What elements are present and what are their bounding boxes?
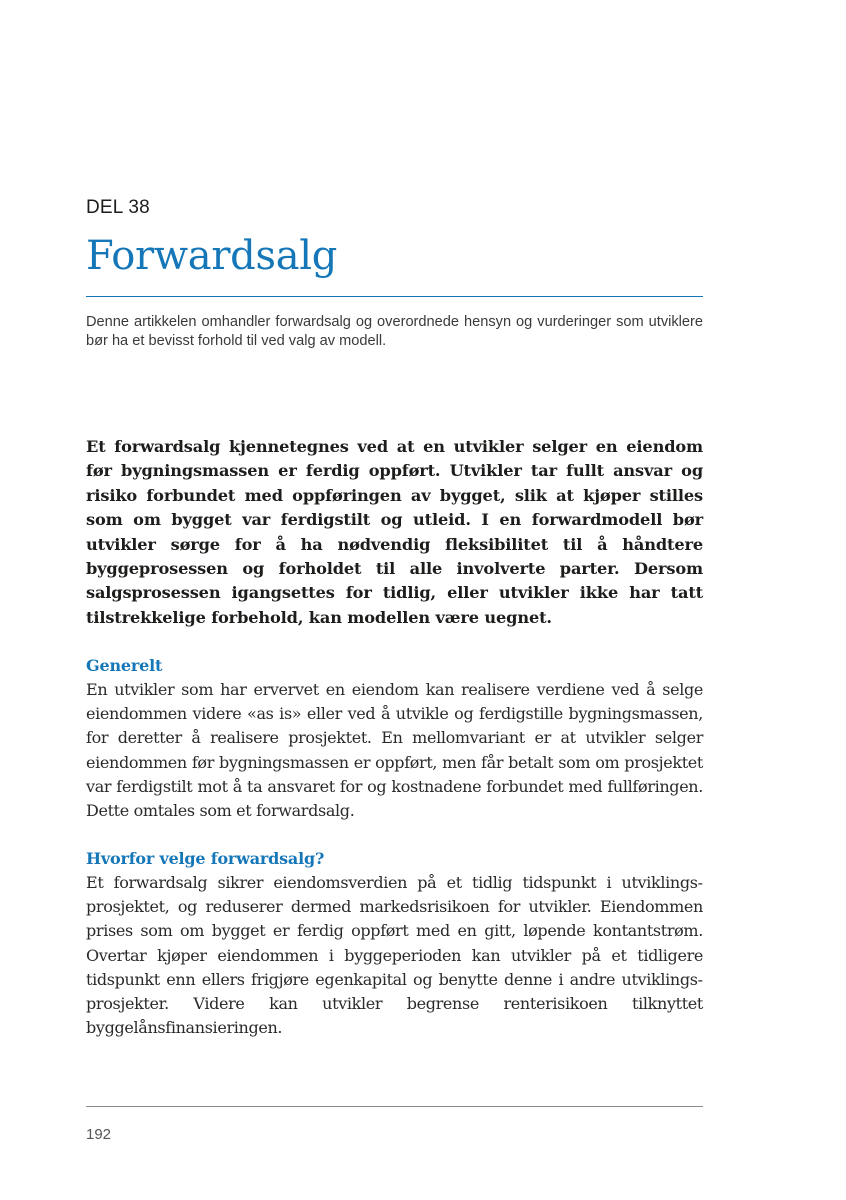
page-number: 192 xyxy=(86,1126,112,1143)
abstract: Denne artikkelen omhandler forwardsalg og overordnede hensyn og vurderinger som utviklere bør ha et bevisst forhold til ved valg av modell. xyxy=(86,314,703,349)
section-hvorfor-velge-forwardsalg xyxy=(86,847,703,1040)
footer-divider xyxy=(86,1106,703,1107)
section-heading: Generelt xyxy=(86,656,163,675)
title-divider xyxy=(86,296,703,297)
part-label: DEL 38 xyxy=(86,197,150,218)
section-body: Et forwardsalg sikrer eiendomsverdien på et tidlig tidspunkt i utviklingsprosjektet, og reduserer dermed markedsrisikoen for utvikler. Eiendommen prises som om bygget er ferdig oppført med en gitt, løpende kontantstrøm. Overtar kjøper eiendommen i byggeperioden kan utvikler på et tidligere tidspunkt enn ellers frigjøre egenkapital og benytte denne i andre utviklingsprosjekter. Videre kan utvikler begrense renterisikoen tilknyttet byggelånsfinansieringen. xyxy=(86,873,703,1038)
section-heading: Hvorfor velge forwardsalg? xyxy=(86,849,325,868)
section-body: En utvikler som har ervervet en eiendom kan realisere verdiene ved å selge eiendommen videre «as is» eller ved å utvikle og ferdigstille bygningsmassen, for deretter å realisere prosjektet. En mellomvariant er at utvikler selger eiendommen før bygningsmassen er oppført, men får betalt som om prosjektet var ferdigstilt mot å ta ansvaret for og kostnadene forbundet med fullføringen. Dette omtales som et forwardsalg. xyxy=(86,680,703,821)
section-generelt xyxy=(86,654,703,823)
chapter-title: Forwardsalg xyxy=(86,233,338,279)
lead-paragraph: Et forwardsalg kjennetegnes ved at en utvikler selger en eiendom før bygningsmassen er ferdig oppført. Utvikler tar fullt ansvar og risiko forbundet med oppføringen av bygget, slik at kjøper stilles som om bygget var ferdigstilt og utleid. I en forwardmodell bør utvikler sørge for å ha nødvendig fleksibilitet til å håndtere byggeprosessen og forholdet til alle involverte parter. Dersom salgsprosessen igangsettes for tidlig, eller utvikler ikke har tatt tilstrekkelige forbehold, kan modellen være uegnet. xyxy=(86,437,703,627)
